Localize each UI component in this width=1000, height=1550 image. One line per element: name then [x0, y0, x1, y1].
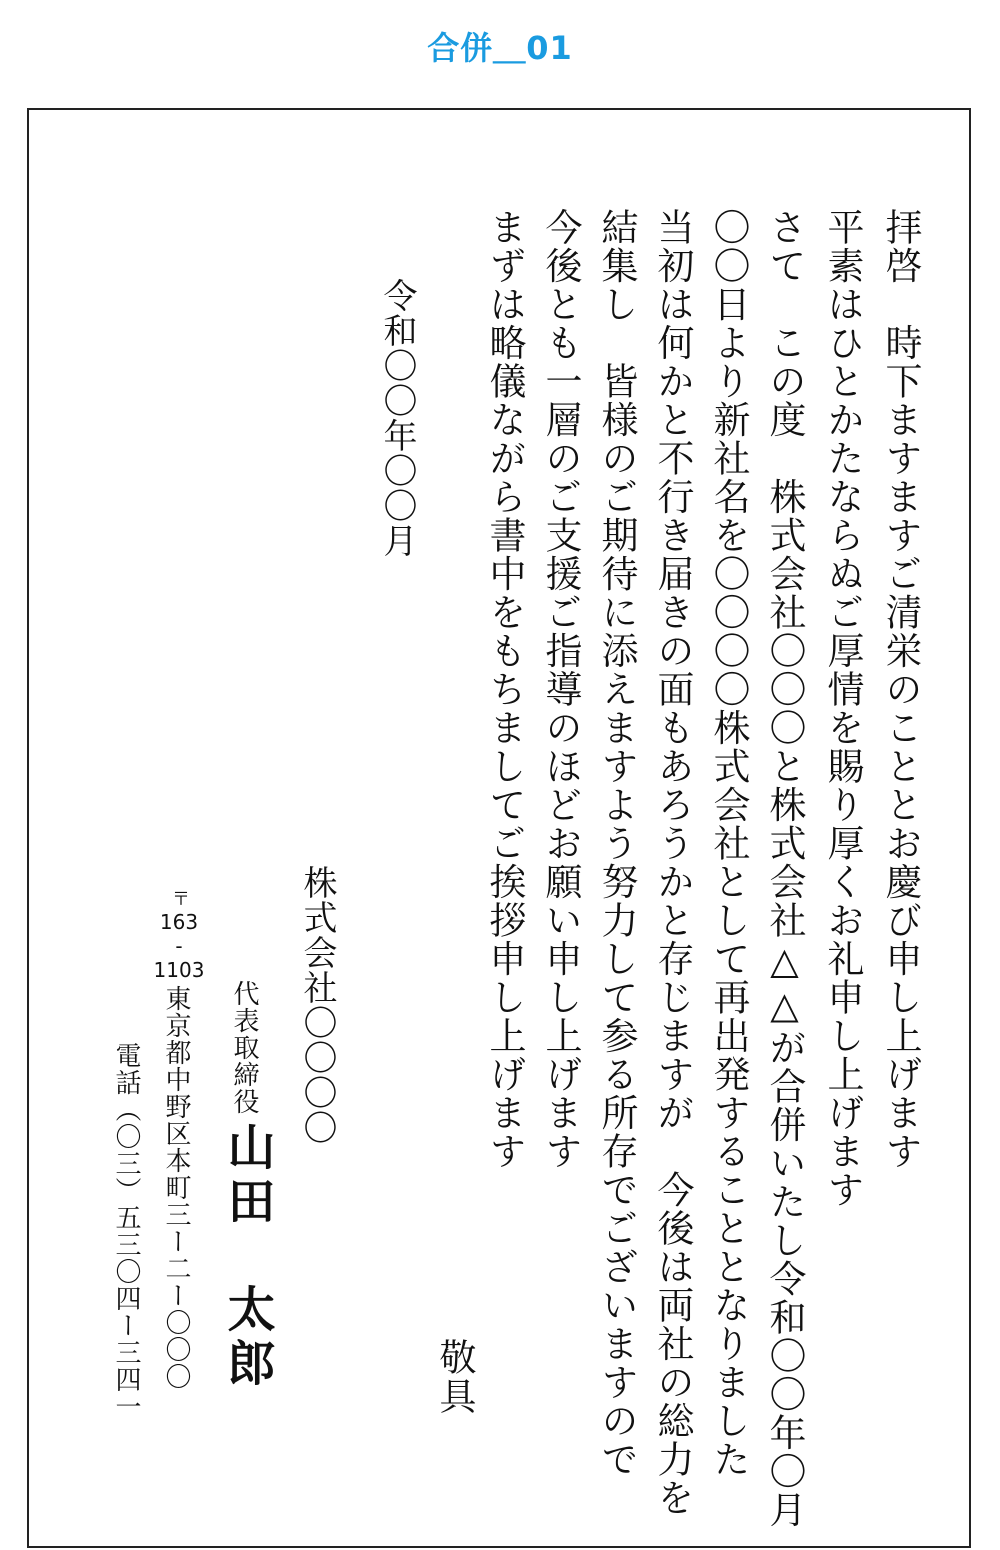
body-line-8: まずは略儀ながら書中をもちましてご挨拶申し上げます: [483, 208, 526, 1171]
phone-number: 電話（〇三）五三〇四ー三四一: [111, 1042, 141, 1420]
body-line-3: さて この度 株式会社〇〇〇と株式会社△△が合併いたし令和〇〇年〇月: [763, 208, 806, 1529]
body-line-6: 結集し 皆様のご期待に添えますよう努力して参る所存でございますので: [595, 208, 638, 1479]
company-name: 株式会社〇〇〇〇: [297, 865, 337, 1145]
address: 東京都中野区本町三ー二ー〇〇〇: [161, 985, 191, 1390]
representative-name: 山田 太郎: [219, 1122, 275, 1392]
body-line-2: 平素はひとかたならぬご厚情を賜り厚くお礼申し上げます: [821, 208, 864, 1209]
body-line-5: 当初は何かと不行き届きの面もあろうかと存じますが 今後は両社の総力を: [651, 208, 694, 1517]
closing-phrase: 敬具: [433, 1338, 476, 1416]
letter-date: 令和〇〇年〇〇月: [377, 278, 417, 558]
postal-mark-icon: 〒: [172, 889, 190, 910]
body-line-4: 〇〇日より新社名を〇〇〇〇株式会社として再出発することとなりました: [707, 208, 750, 1479]
body-line-1: 拝啓 時下ますますご清栄のこととお慶び申し上げます: [879, 208, 922, 1171]
representative-title: 代表取締役: [229, 980, 259, 1115]
page-title: 合併＿01: [427, 29, 573, 67]
postal-code: 163 - 1103: [153, 910, 205, 982]
body-line-7: 今後とも一層のご支援ご指導のほどお願い申し上げます: [539, 208, 582, 1171]
letter-frame: [27, 108, 971, 1548]
